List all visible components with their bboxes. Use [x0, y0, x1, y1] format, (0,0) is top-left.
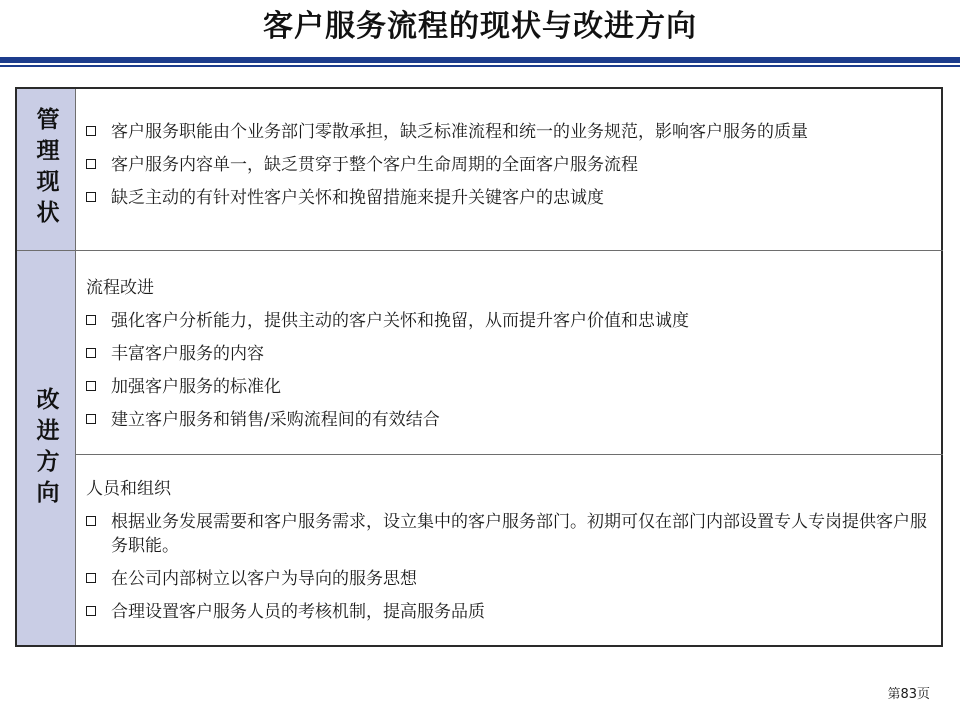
- list-item: [86, 309, 935, 333]
- process-improvement-content: [76, 250, 943, 453]
- checkbox-bullet-icon: [86, 159, 96, 169]
- status-label-cell: [17, 89, 75, 249]
- title-rule-thick: [0, 57, 960, 63]
- content-table: [15, 87, 943, 647]
- people-heading: 人员和组织: [86, 479, 171, 499]
- status-label: 管理现状: [32, 107, 59, 231]
- checkbox-bullet-icon: [86, 573, 96, 583]
- list-item: [86, 186, 935, 210]
- page-number: 第83页: [887, 687, 930, 702]
- checkbox-bullet-icon: [86, 516, 96, 526]
- improvement-label: 改进方向: [32, 386, 59, 511]
- checkbox-bullet-icon: [86, 315, 96, 325]
- list-item: [86, 600, 935, 624]
- page-title: 客户服务流程的现状与改进方向: [263, 9, 697, 44]
- improvement-label-cell: [17, 250, 75, 646]
- list-item: [86, 510, 935, 558]
- list-item-text: 加强客户服务的标准化: [111, 377, 281, 397]
- checkbox-bullet-icon: [86, 606, 96, 616]
- list-item-text: 丰富客户服务的内容: [111, 344, 264, 364]
- list-item: [86, 153, 935, 177]
- list-item: [86, 567, 935, 591]
- checkbox-bullet-icon: [86, 414, 96, 424]
- list-item-text: 强化客户分析能力，提供主动的客户关怀和挽留，从而提升客户价值和忠诚度: [111, 311, 689, 331]
- list-item: [86, 342, 935, 366]
- checkbox-bullet-icon: [86, 192, 96, 202]
- list-item-text: 根据业务发展需要和客户服务需求，设立集中的客户服务部门。初期可仅在部门内部设置专人专岗提供客户服务职能。: [111, 512, 927, 556]
- title-rule-thin: [0, 65, 960, 67]
- status-content: [76, 89, 943, 249]
- list-item-text: 在公司内部树立以客户为导向的服务思想: [111, 569, 417, 589]
- list-item-text: 合理设置客户服务人员的考核机制，提高服务品质: [111, 602, 485, 622]
- list-item: [86, 375, 935, 399]
- list-item: [86, 120, 935, 144]
- list-item-text: 客户服务职能由个业务部门零散承担，缺乏标准流程和统一的业务规范，影响客户服务的质量: [111, 122, 808, 142]
- checkbox-bullet-icon: [86, 126, 96, 136]
- checkbox-bullet-icon: [86, 381, 96, 391]
- list-item-text: 客户服务内容单一，缺乏贯穿于整个客户生命周期的全面客户服务流程: [111, 155, 638, 175]
- checkbox-bullet-icon: [86, 348, 96, 358]
- people-organization-content: [76, 454, 943, 645]
- list-item-text: 缺乏主动的有针对性客户关怀和挽留措施来提升关键客户的忠诚度: [111, 188, 604, 208]
- list-item-text: 建立客户服务和销售/采购流程间的有效结合: [111, 410, 440, 430]
- process-heading: 流程改进: [86, 278, 154, 298]
- label-column: [17, 89, 76, 645]
- list-item: [86, 408, 935, 432]
